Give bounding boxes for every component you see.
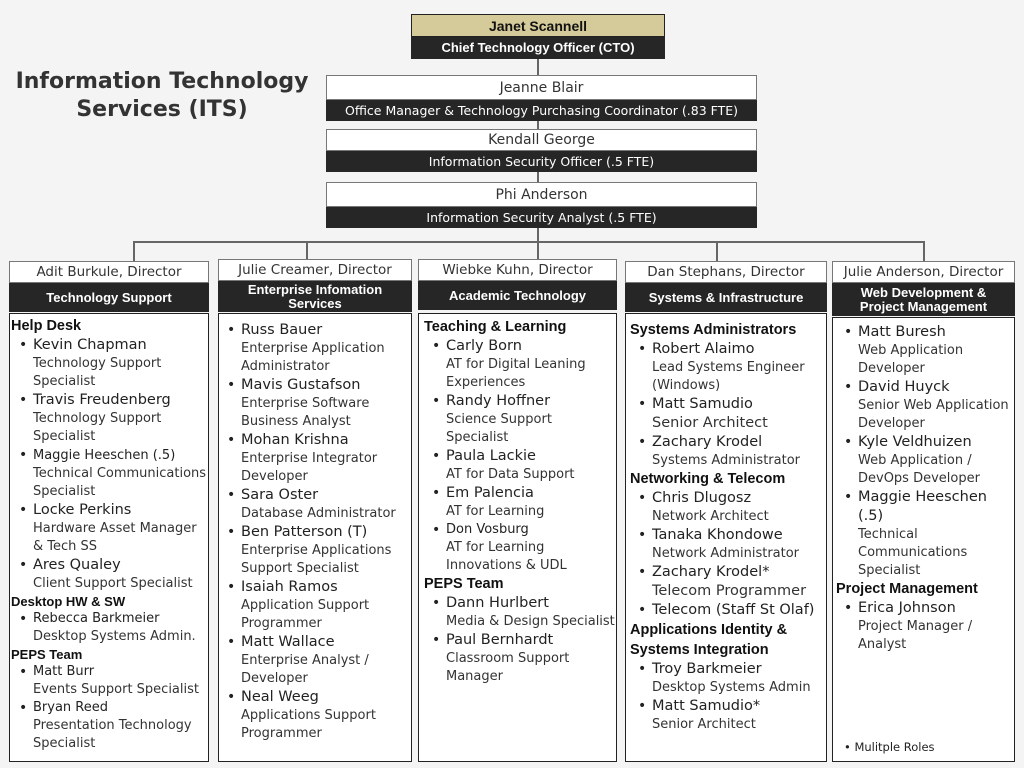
person-name: • Locke Perkins bbox=[33, 502, 132, 518]
section-heading: Networking & Telecom bbox=[630, 471, 786, 487]
section-heading: PEPS Team bbox=[424, 576, 504, 592]
person-name: • Maggie Heeschen (.5) bbox=[858, 489, 987, 524]
connector-drop-5 bbox=[923, 241, 925, 261]
list-item bbox=[11, 391, 208, 446]
person-name: • Kevin Chapman bbox=[33, 337, 147, 353]
person-role: AT for Data Support bbox=[446, 467, 575, 482]
list-item bbox=[630, 563, 826, 601]
person-name: • Erica Johnson bbox=[858, 600, 956, 616]
list-item bbox=[219, 688, 411, 743]
section-heading: Teaching & Learning bbox=[424, 319, 567, 335]
person-role: AT for Digital Leaning Experiences bbox=[446, 357, 586, 390]
person-name: • Isaiah Ramos bbox=[241, 579, 338, 595]
person-name: • Matt Samudio bbox=[652, 396, 753, 412]
person-role: Events Support Specialist bbox=[33, 682, 199, 697]
person-role: Application Support Programmer bbox=[241, 598, 370, 631]
person-name: • Robert Alaimo bbox=[652, 341, 755, 357]
staff-role-1: Office Manager & Technology Purchasing Coordinator (.83 FTE) bbox=[326, 100, 757, 121]
list-item bbox=[424, 392, 616, 447]
person-role: Technology Support Specialist bbox=[33, 356, 162, 389]
person-role: Technical Communications Specialist bbox=[33, 466, 207, 499]
person-name: • Maggie Heeschen (.5) bbox=[33, 448, 176, 463]
section-heading: Systems Administrators bbox=[630, 322, 797, 338]
list-item bbox=[11, 610, 208, 646]
list-item bbox=[630, 660, 826, 697]
person-role: Client Support Specialist bbox=[33, 576, 193, 591]
person-role: AT for Learning bbox=[446, 504, 545, 519]
person-name: • Zachary Krodel bbox=[652, 434, 763, 450]
person-role: Enterprise Application Administrator bbox=[241, 341, 385, 374]
list-item bbox=[424, 447, 616, 484]
person-role: Senior Architect bbox=[652, 717, 756, 732]
list-item bbox=[219, 321, 411, 376]
dept-column-4 bbox=[625, 313, 827, 762]
list-item bbox=[219, 486, 411, 523]
person-role: Network Architect bbox=[652, 509, 769, 524]
dept-column-3 bbox=[418, 313, 617, 762]
person-role: Telecom Programmer bbox=[652, 583, 807, 599]
list-item bbox=[836, 433, 1014, 488]
person-role: Applications Support Programmer bbox=[241, 708, 376, 741]
dept-title-3: Academic Technology bbox=[418, 281, 617, 310]
dept-title-1: Technology Support bbox=[9, 283, 209, 312]
director-3: Wiebke Kuhn, Director bbox=[418, 259, 617, 281]
person-role: Systems Administrator bbox=[652, 453, 801, 468]
section-heading: Project Management bbox=[836, 581, 978, 597]
list-item bbox=[630, 489, 826, 526]
connector-drop-4 bbox=[716, 241, 718, 261]
staff-role-3: Information Security Analyst (.5 FTE) bbox=[326, 207, 757, 228]
person-name: • Paula Lackie bbox=[446, 448, 536, 464]
section-heading: Desktop HW & SW bbox=[11, 594, 126, 609]
connector-drop-1 bbox=[133, 241, 135, 261]
list-item bbox=[836, 488, 1014, 580]
director-1: Adit Burkule, Director bbox=[9, 261, 209, 283]
staff-name-3: Phi Anderson bbox=[326, 182, 757, 207]
person-name: • Sara Oster bbox=[241, 487, 319, 503]
staff-role-2: Information Security Officer (.5 FTE) bbox=[326, 151, 757, 172]
staff-name-1: Jeanne Blair bbox=[326, 75, 757, 100]
list-item bbox=[836, 599, 1014, 654]
list-item bbox=[424, 484, 616, 521]
person-name: • Kyle Veldhuizen bbox=[858, 434, 972, 450]
person-name: • Mohan Krishna bbox=[241, 432, 349, 448]
person-name: • Randy Hoffner bbox=[446, 393, 551, 409]
list-item bbox=[11, 501, 208, 556]
person-name: • Rebecca Barkmeier bbox=[33, 611, 160, 626]
list-item bbox=[630, 526, 826, 563]
connector-drop-3 bbox=[537, 241, 539, 259]
person-role: Enterprise Integrator Developer bbox=[241, 451, 378, 484]
person-role: Enterprise Software Business Analyst bbox=[241, 396, 370, 429]
staff-name-2: Kendall George bbox=[326, 129, 757, 151]
person-name: • Don Vosburg bbox=[446, 522, 529, 537]
section-heading: PEPS Team bbox=[11, 647, 83, 662]
list-item bbox=[11, 663, 208, 699]
list-item bbox=[219, 633, 411, 688]
list-item bbox=[424, 594, 616, 631]
list-item bbox=[630, 433, 826, 470]
person-name: • Dann Hurlbert bbox=[446, 595, 549, 611]
list-item bbox=[836, 323, 1014, 378]
person-role: Enterprise Applications Support Specialist bbox=[241, 543, 392, 576]
dept-column-5 bbox=[832, 317, 1015, 762]
dept-title-2: Enterprise Infomation Services bbox=[218, 281, 412, 312]
person-role: Database Administrator bbox=[241, 506, 396, 521]
list-item bbox=[836, 378, 1014, 433]
director-2: Julie Creamer, Director bbox=[218, 259, 412, 281]
person-role: Technology Support Specialist bbox=[33, 411, 162, 444]
director-4: Dan Stephans, Director bbox=[625, 261, 827, 283]
person-role: Lead Systems Engineer (Windows) bbox=[652, 360, 805, 393]
person-role: Senior Web Application Developer bbox=[858, 398, 1009, 431]
list-item bbox=[11, 699, 208, 753]
person-name: • Matt Samudio* bbox=[652, 698, 761, 714]
person-role: Presentation Technology Specialist bbox=[33, 718, 192, 751]
cto-role: Chief Technology Officer (CTO) bbox=[411, 37, 665, 59]
dept-title-5: Web Development & Project Management bbox=[832, 283, 1015, 316]
connector-horizontal-directors bbox=[133, 241, 924, 243]
person-name: • Matt Buresh bbox=[858, 324, 946, 340]
person-role: Web Application Developer bbox=[858, 343, 964, 376]
list-item bbox=[219, 431, 411, 486]
person-name: • Matt Burr bbox=[33, 664, 95, 679]
list-item bbox=[11, 556, 208, 593]
dept-column-1 bbox=[9, 313, 209, 762]
person-name: • Travis Freudenberg bbox=[33, 392, 171, 408]
person-role: Media & Design Specialist bbox=[446, 614, 615, 629]
list-item bbox=[630, 340, 826, 395]
list-item bbox=[424, 337, 616, 392]
page-title: Information Technology Services (ITS) bbox=[15, 69, 309, 122]
person-role: Project Manager / Analyst bbox=[858, 619, 973, 652]
list-item bbox=[219, 578, 411, 633]
person-name: • Em Palencia bbox=[446, 485, 534, 501]
person-role: Web Application / DevOps Developer bbox=[858, 453, 980, 486]
person-role: Technical Communications Specialist bbox=[858, 527, 968, 578]
list-item bbox=[424, 521, 616, 575]
section-heading: Help Desk bbox=[11, 318, 82, 334]
list-item bbox=[219, 376, 411, 431]
person-role: Senior Architect bbox=[652, 415, 768, 431]
person-name: • Russ Bauer bbox=[241, 322, 323, 338]
person-role: Enterprise Analyst / Developer bbox=[241, 653, 369, 686]
person-name: • Telecom (Staff St Olaf) bbox=[652, 602, 815, 618]
connector-drop-2 bbox=[306, 241, 308, 259]
person-name: • David Huyck bbox=[858, 379, 950, 395]
person-name: • Tanaka Khondowe bbox=[652, 527, 783, 543]
list-item bbox=[630, 395, 826, 433]
section-heading: Applications Identity & Systems Integration bbox=[630, 622, 788, 658]
person-role: Desktop Systems Admin bbox=[652, 680, 811, 695]
person-name: • Troy Barkmeier bbox=[652, 661, 762, 677]
person-role: Classroom Support Manager bbox=[446, 651, 570, 684]
cto-name: Janet Scannell bbox=[411, 14, 665, 37]
person-name: • Ares Qualey bbox=[33, 557, 121, 573]
person-name: • Ben Patterson (T) bbox=[241, 524, 368, 540]
dept-column-2 bbox=[218, 313, 412, 762]
dept-title-4: Systems & Infrastructure bbox=[625, 283, 827, 312]
multiple-roles-note: • Mulitple Roles bbox=[844, 740, 935, 754]
person-name: • Mavis Gustafson bbox=[241, 377, 361, 393]
list-item bbox=[219, 523, 411, 578]
person-name: • Bryan Reed bbox=[33, 700, 108, 715]
list-item bbox=[11, 446, 208, 501]
person-name: • Chris Dlugosz bbox=[652, 490, 752, 506]
list-item bbox=[630, 697, 826, 734]
person-role: Network Administrator bbox=[652, 546, 800, 561]
person-name: • Neal Weeg bbox=[241, 689, 319, 705]
person-role: AT for Learning Innovations & UDL bbox=[446, 540, 567, 573]
director-5: Julie Anderson, Director bbox=[832, 261, 1015, 283]
person-role: Desktop Systems Admin. bbox=[33, 629, 196, 644]
list-item bbox=[630, 601, 826, 620]
list-item bbox=[11, 336, 208, 391]
person-role: Science Support Specialist bbox=[446, 412, 552, 445]
person-role: Hardware Asset Manager & Tech SS bbox=[33, 521, 197, 554]
person-name: • Carly Born bbox=[446, 338, 522, 354]
person-name: • Zachary Krodel* bbox=[652, 564, 770, 580]
list-item bbox=[424, 631, 616, 686]
person-name: • Matt Wallace bbox=[241, 634, 335, 650]
person-name: • Paul Bernhardt bbox=[446, 632, 554, 648]
